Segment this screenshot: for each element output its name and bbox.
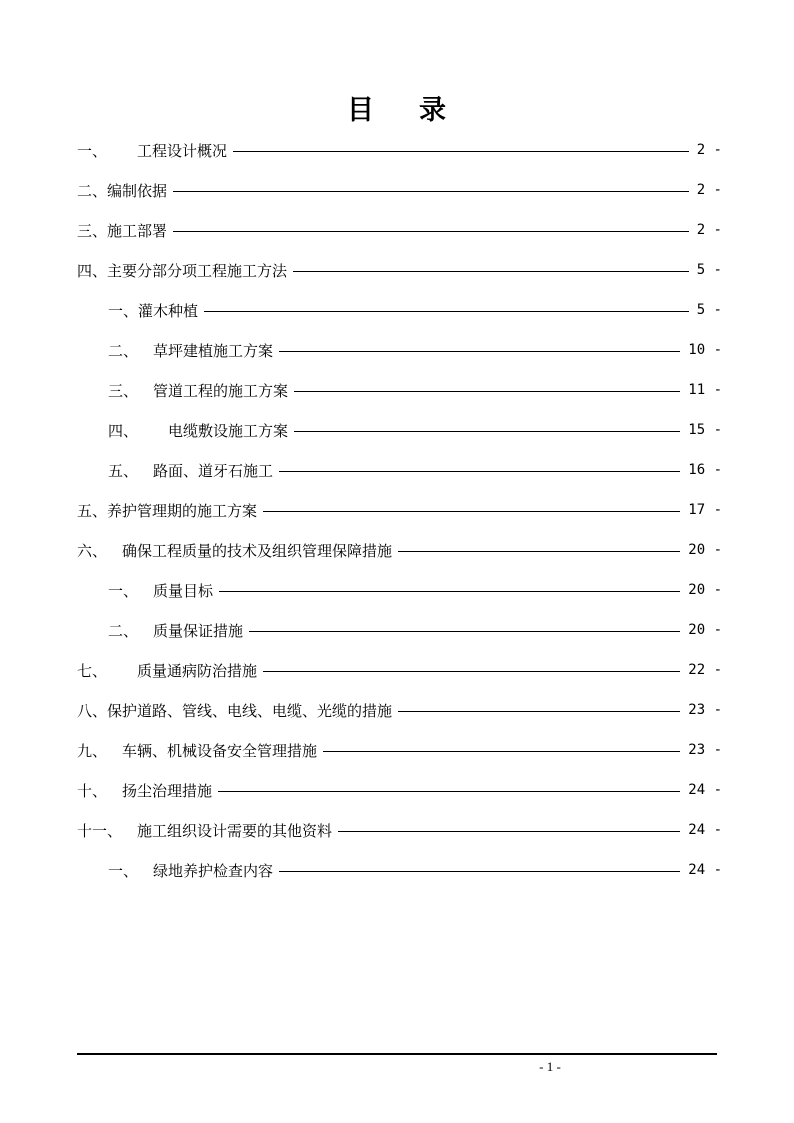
toc-entry-title: 施工组织设计需要的其他资料	[137, 821, 333, 840]
toc-entry-title: 施工部署	[107, 221, 168, 240]
toc-entry-title: 灌木种植	[138, 301, 199, 320]
toc-entry-number: 六、	[77, 541, 108, 560]
toc-leader-line	[279, 351, 680, 352]
footer-divider	[77, 1053, 717, 1055]
toc-entry-title: 扬尘治理措施	[122, 781, 213, 800]
toc-entry-page: 24 -	[688, 822, 722, 838]
toc-leader-line	[323, 751, 680, 752]
toc-entry-title: 养护管理期的施工方案	[107, 501, 258, 520]
toc-entry-page: 5 -	[696, 262, 722, 278]
title-char-1: 目	[347, 95, 375, 126]
toc-entry-number: 二、	[108, 621, 139, 640]
toc-entry-page: 23 -	[688, 702, 722, 718]
toc-entry-title: 编制依据	[107, 181, 168, 200]
toc-entry-page: 16 -	[688, 462, 722, 478]
toc-entry-number: 四、	[108, 421, 139, 440]
toc-entry-19[interactable]	[77, 850, 722, 890]
toc-entry-page: 22 -	[688, 662, 722, 678]
toc-leader-line	[338, 831, 680, 832]
toc-entry-page: 11 -	[688, 382, 722, 398]
toc-leader-line	[249, 631, 680, 632]
toc-leader-line	[204, 311, 689, 312]
toc-entry-page: 17 -	[688, 502, 722, 518]
toc-leader-line	[294, 391, 680, 392]
toc-entry-page: 10 -	[688, 342, 722, 358]
toc-leader-line	[263, 671, 680, 672]
toc-entry-page: 2 -	[696, 222, 722, 238]
toc-entry-11[interactable]	[77, 530, 722, 570]
toc-entry-number: 一、	[77, 141, 108, 160]
toc-entry-18[interactable]	[77, 810, 722, 850]
toc-leader-line	[279, 871, 680, 872]
toc-entry-number: 三、	[108, 381, 139, 400]
toc-entry-title: 管道工程的施工方案	[153, 381, 289, 400]
toc-entry-page: 5 -	[696, 302, 722, 318]
toc-entry-2[interactable]	[77, 170, 722, 210]
toc-leader-line	[398, 551, 680, 552]
toc-entry-page: 23 -	[688, 742, 722, 758]
toc-entry-number: 一、	[108, 861, 139, 880]
toc-entry-page: 2 -	[696, 182, 722, 198]
toc-entry-number: 八、	[77, 701, 108, 720]
toc-leader-line	[173, 191, 689, 192]
title-char-2: 录	[419, 95, 447, 126]
toc-entry-title: 工程设计概况	[137, 141, 228, 160]
toc-leader-line	[398, 711, 680, 712]
toc-entry-page: 2 -	[696, 142, 722, 158]
toc-entry-number: 一、	[108, 301, 139, 320]
toc-entry-number: 五、	[77, 501, 108, 520]
toc-entry-page: 24 -	[688, 782, 722, 798]
toc-entry-title: 路面、道牙石施工	[153, 461, 274, 480]
toc-entry-6[interactable]	[77, 330, 722, 370]
toc-entry-10[interactable]	[77, 490, 722, 530]
toc-entry-title: 质量目标	[153, 581, 214, 600]
toc-leader-line	[293, 271, 689, 272]
toc-leader-line	[294, 431, 680, 432]
toc-entry-title: 草坪建植施工方案	[153, 341, 274, 360]
toc-entry-number: 三、	[77, 221, 108, 240]
toc-leader-line	[279, 471, 680, 472]
toc-entry-4[interactable]	[77, 250, 722, 290]
toc-entry-16[interactable]	[77, 730, 722, 770]
toc-leader-line	[233, 151, 689, 152]
toc-entry-17[interactable]	[77, 770, 722, 810]
toc-entry-title: 车辆、机械设备安全管理措施	[122, 741, 318, 760]
toc-entry-9[interactable]	[77, 450, 722, 490]
table-of-contents	[77, 130, 722, 890]
toc-entry-1[interactable]	[77, 130, 722, 170]
toc-entry-title: 确保工程质量的技术及组织管理保障措施	[122, 541, 393, 560]
toc-entry-page: 20 -	[688, 542, 722, 558]
toc-entry-number: 九、	[77, 741, 108, 760]
toc-entry-number: 十、	[77, 781, 108, 800]
toc-entry-number: 二、	[77, 181, 108, 200]
toc-entry-title: 电缆敷设施工方案	[168, 421, 289, 440]
toc-entry-15[interactable]	[77, 690, 722, 730]
toc-entry-number: 七、	[77, 661, 108, 680]
toc-entry-page: 20 -	[688, 622, 722, 638]
toc-leader-line	[173, 231, 689, 232]
toc-entry-title: 主要分部分项工程施工方法	[107, 261, 288, 280]
toc-entry-page: 24 -	[688, 862, 722, 878]
toc-leader-line	[263, 511, 680, 512]
footer-page-number: - 1 -	[539, 1059, 561, 1074]
toc-entry-3[interactable]	[77, 210, 722, 250]
toc-entry-title: 质量通病防治措施	[137, 661, 258, 680]
toc-entry-8[interactable]	[77, 410, 722, 450]
toc-entry-14[interactable]	[77, 650, 722, 690]
toc-entry-13[interactable]	[77, 610, 722, 650]
toc-entry-title: 绿地养护检查内容	[153, 861, 274, 880]
toc-entry-number: 二、	[108, 341, 139, 360]
page-title	[0, 88, 794, 127]
toc-entry-number: 五、	[108, 461, 139, 480]
toc-entry-number: 十一、	[77, 821, 123, 840]
toc-entry-number: 一、	[108, 581, 139, 600]
toc-entry-12[interactable]	[77, 570, 722, 610]
toc-entry-page: 20 -	[688, 582, 722, 598]
toc-leader-line	[218, 791, 680, 792]
toc-entry-title: 保护道路、管线、电线、电缆、光缆的措施	[107, 701, 393, 720]
toc-leader-line	[219, 591, 680, 592]
toc-entry-number: 四、	[77, 261, 108, 280]
toc-entry-7[interactable]	[77, 370, 722, 410]
toc-entry-page: 15 -	[688, 422, 722, 438]
toc-entry-5[interactable]	[77, 290, 722, 330]
toc-entry-title: 质量保证措施	[153, 621, 244, 640]
